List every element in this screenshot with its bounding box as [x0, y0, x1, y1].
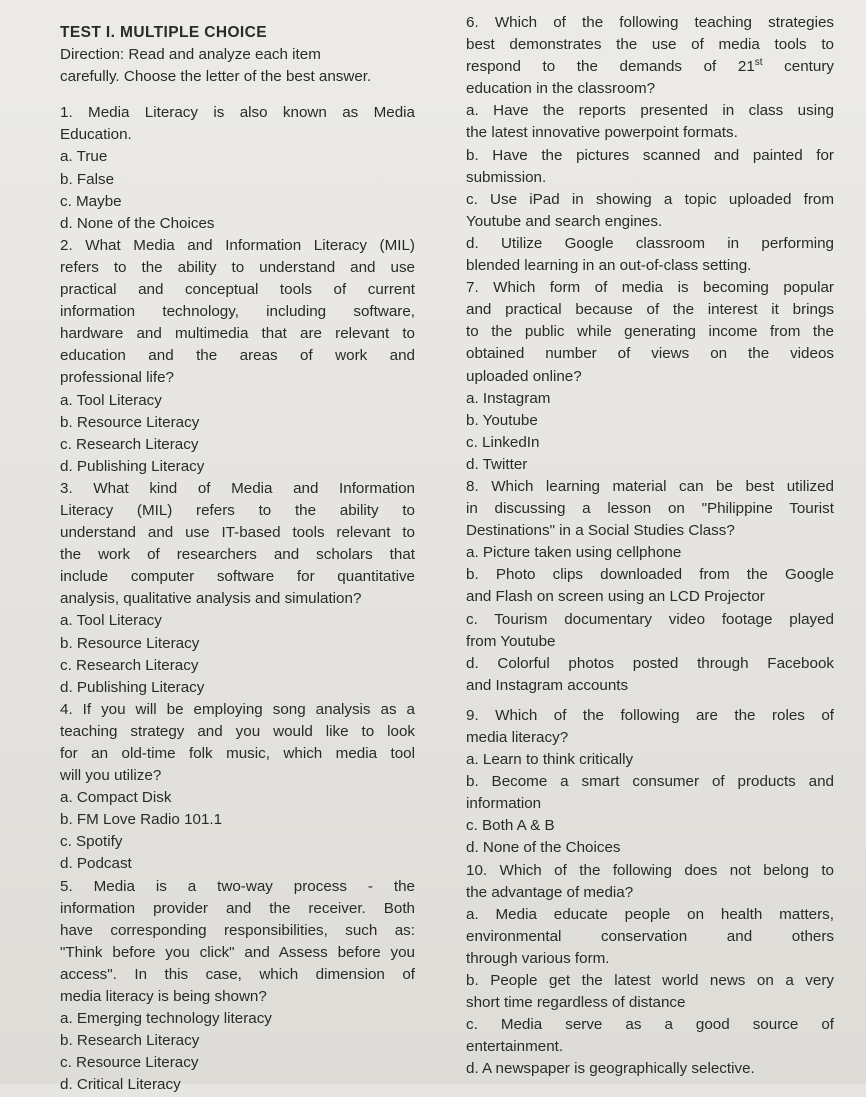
question-stem: professional life?: [60, 369, 174, 387]
option-a: a. Emerging technology literacy: [60, 1010, 272, 1028]
option-c: c. Maybe: [60, 192, 122, 210]
option-b: b. People get the latest world news on a very: [466, 972, 834, 990]
option-a-cont: environmental conservation and others: [466, 927, 834, 945]
option-d: d. A newspaper is geographically selective.: [466, 1060, 755, 1078]
question-stem: media literacy?: [466, 729, 569, 746]
option-b-cont: short time regardless of distance: [466, 994, 686, 1012]
question-6: [466, 12, 834, 277]
option-c: c. Tourism documentary video footage played: [466, 610, 834, 628]
option-a: a. Tool Literacy: [60, 391, 162, 409]
option-c-cont: entertainment.: [466, 1038, 564, 1056]
option-a-cont: the latest innovative powerpoint formats.: [466, 124, 738, 142]
question-stem: obtained number of views on the videos: [466, 345, 834, 363]
question-stem: practical and conceptual tools of current: [60, 281, 415, 299]
option-d: d. Utilize Google classroom in performing: [466, 234, 834, 252]
question-2: [60, 235, 415, 478]
question-stem: and practical because of the interest it brings: [466, 301, 834, 319]
right-column: [466, 12, 834, 1081]
question-10: [466, 860, 834, 1081]
question-stem: media literacy is being shown?: [60, 988, 267, 1006]
option-a: a. Compact Disk: [60, 789, 172, 807]
option-a: a. Media educate people on health matters,: [466, 905, 834, 923]
question-stem: 10. Which of the following does not belong to: [466, 861, 834, 879]
option-c: c. Use iPad in showing a topic uploaded from: [466, 190, 834, 208]
option-a: a. Learn to think critically: [466, 751, 634, 769]
option-c: c. Research Literacy: [60, 435, 199, 453]
option-d-cont: and Instagram accounts: [466, 676, 629, 694]
option-b: b. Become a smart consumer of products and: [466, 773, 834, 791]
question-stem: information provider and the receiver. Both: [60, 899, 415, 917]
question-stem: 1. Media Literacy is also known as Media: [60, 104, 415, 122]
question-stem: 5. Media is a two-way process - the: [60, 877, 415, 895]
question-stem: 9. Which of the following are the roles of: [466, 706, 834, 724]
question-stem: 3. What kind of Media and Information: [60, 479, 415, 497]
superscript-st: st: [754, 57, 763, 69]
option-a: a. Instagram: [466, 389, 551, 407]
option-b-cont: information: [466, 795, 542, 813]
option-b: b. Resource Literacy: [60, 634, 200, 652]
question-1: [60, 102, 415, 235]
question-stem: understand and use IT-based tools relevant to: [60, 524, 415, 542]
option-d: d. Critical Literacy: [60, 1076, 181, 1094]
question-stem: to the public while generating income from the: [466, 323, 834, 341]
option-d: d. Podcast: [60, 855, 132, 873]
option-d: d. Colorful photos posted through Facebook: [466, 654, 834, 672]
stem-text: respond to the demands of 21: [466, 58, 755, 76]
question-stem: access". In this case, which dimension of: [60, 965, 415, 983]
question-stem: Literacy (MIL) refers to the ability to: [60, 501, 415, 519]
stem-text: century: [762, 58, 834, 76]
option-c-cont: Youtube and search engines.: [466, 212, 663, 230]
question-stem: the work of researchers and scholars that: [60, 546, 415, 564]
option-b: b. Photo clips downloaded from the Google: [466, 566, 834, 584]
option-a: a. Picture taken using cellphone: [466, 544, 682, 562]
question-8: [466, 476, 834, 697]
question-stem: 2. What Media and Information Literacy (MIL): [60, 236, 415, 254]
question-4: [60, 699, 415, 876]
question-stem: analysis, qualitative analysis and simulation?: [60, 590, 362, 608]
option-d: d. Publishing Literacy: [60, 457, 205, 475]
directions-line: Direction: Read and analyze each item: [60, 46, 321, 64]
question-stem: in discussing a lesson on "Philippine Tourist: [466, 500, 834, 518]
option-b: b. Research Literacy: [60, 1032, 200, 1050]
question-stem: 7. Which form of media is becoming popular: [466, 279, 834, 297]
option-c: c. Spotify: [60, 833, 123, 851]
question-stem: the advantage of media?: [466, 883, 634, 901]
question-stem: have corresponding responsibilities, such as:: [60, 921, 415, 939]
question-stem: Destinations" in a Social Studies Class?: [466, 522, 735, 540]
question-stem: education and the areas of work and: [60, 347, 415, 365]
option-b-cont: and Flash on screen using an LCD Projector: [466, 588, 765, 606]
option-b-cont: submission.: [466, 168, 547, 186]
option-d: d. Publishing Literacy: [60, 678, 205, 696]
question-9: [466, 705, 834, 860]
question-stem: best demonstrates the use of media tools to: [466, 36, 834, 54]
option-c: c. Both A & B: [466, 817, 555, 835]
option-d-cont: blended learning in an out-of-class setting.: [466, 257, 752, 275]
question-stem: 8. Which learning material can be best utilized: [466, 477, 834, 495]
question-stem: teaching strategy and you would like to look: [60, 722, 415, 740]
question-stem: "Think before you click" and Assess before you: [60, 943, 415, 961]
option-b: b. Youtube: [466, 411, 538, 429]
question-stem: for an old-time folk music, which media tool: [60, 745, 415, 762]
option-b: b. Have the pictures scanned and painted for: [466, 146, 834, 164]
question-stem: will you utilize?: [60, 767, 162, 785]
question-7: [466, 277, 834, 476]
option-c: c. Media serve as a good source of: [466, 1016, 834, 1034]
option-a: a. Tool Literacy: [60, 612, 162, 630]
question-stem: [466, 56, 834, 78]
option-c-cont: from Youtube: [466, 632, 556, 650]
option-c: c. LinkedIn: [466, 433, 540, 451]
question-stem: 4. If you will be employing song analysis as a: [60, 700, 415, 718]
left-column: [60, 12, 415, 1097]
question-stem: hardware and multimedia that are relevant to: [60, 325, 415, 343]
option-b: b. FM Love Radio 101.1: [60, 811, 223, 829]
test-title: TEST I. MULTIPLE CHOICE: [60, 24, 267, 41]
option-a: a. True: [60, 148, 108, 166]
directions-line: carefully. Choose the letter of the best answer.: [60, 68, 372, 86]
option-d: d. None of the Choices: [466, 839, 621, 857]
option-a: a. Have the reports presented in class using: [466, 102, 834, 120]
question-stem: uploaded online?: [466, 367, 582, 385]
question-stem: Education.: [60, 126, 132, 144]
question-stem: 6. Which of the following teaching strategies: [466, 14, 834, 31]
question-5: [60, 876, 415, 1097]
option-c: c. Research Literacy: [60, 656, 199, 674]
option-a-cont: through various form.: [466, 949, 610, 967]
question-stem: information technology, including software,: [60, 303, 415, 321]
option-d: d. None of the Choices: [60, 214, 215, 232]
option-b: b. False: [60, 170, 115, 188]
option-d: d. Twitter: [466, 455, 528, 473]
option-b: b. Resource Literacy: [60, 413, 200, 431]
question-stem: refers to the ability to understand and use: [60, 258, 415, 276]
option-c: c. Resource Literacy: [60, 1054, 199, 1072]
question-stem: include computer software for quantitative: [60, 568, 415, 586]
question-3: [60, 478, 415, 699]
question-stem: education in the classroom?: [466, 80, 656, 98]
